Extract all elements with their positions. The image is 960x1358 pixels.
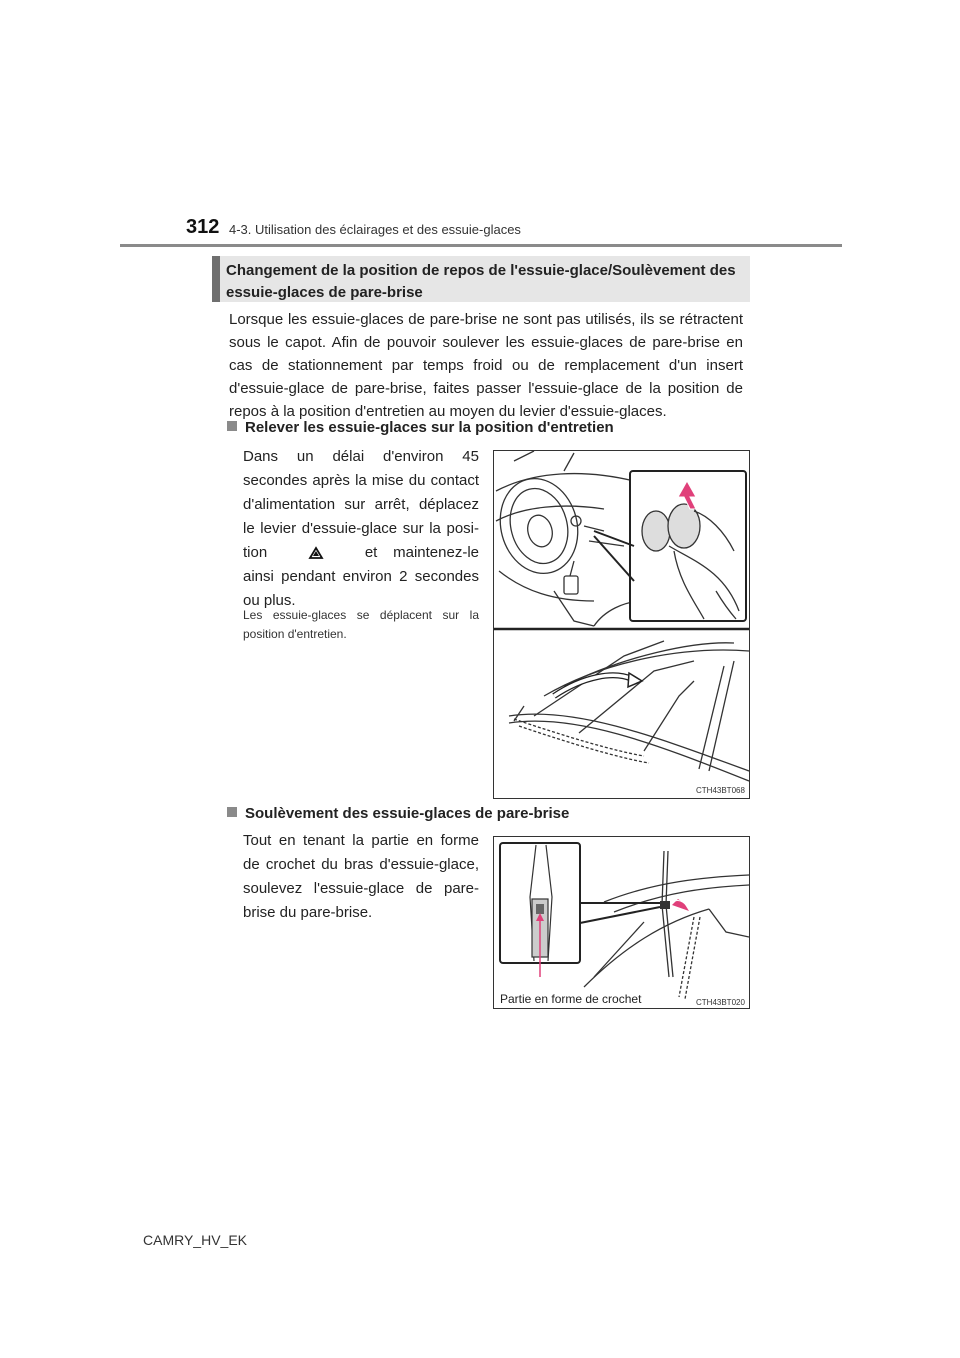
item2-instruction: Tout en tenant la partie en forme de crochet du bras d'essuie-glace, soulevez l'essuie-glace de pare-brise du pare-brise. <box>243 832 479 921</box>
mist-position-icon <box>283 543 349 563</box>
bullet-square-icon <box>227 807 237 817</box>
figure2-code: CTH43BT020 <box>696 998 745 1007</box>
item1-heading-text: Relever les essuie-glaces sur la position d'entretien <box>245 419 614 436</box>
intro-paragraph: Lorsque les essuie-glaces de pare-brise ne sont pas utilisés, ils se rétractent sous le capot. Afin de pouvoir soulever les essuie-glaces de pare-brise en cas de stationnement par temps froid ou de remplacement d'un insert d'essuie-glace de pare-brise, faites passer l'essuie-glace de la position de repos à la position d'entretien au moyen du levier d'essuie-glaces. <box>229 311 743 420</box>
bullet-square-icon <box>227 421 237 431</box>
item1-instruction <box>243 445 479 613</box>
section-title: 4-3. Utilisation des éclairages et des essuie-glaces <box>229 222 521 237</box>
header-rule <box>120 244 842 247</box>
item1-text-after: et maintenez-le ainsi pendant environ 2 secondes ou plus. <box>243 544 480 609</box>
page-number: 312 <box>186 216 220 238</box>
section-heading: Changement de la position de repos de l'essuie-glace/Soulèvement des essuie-glaces de pare-brise <box>226 262 736 301</box>
footer-doc-code: CAMRY_HV_EK <box>143 1232 248 1248</box>
item1-text-before: Dans un délai d'environ 45 secondes après la mise du contact d'alimentation sur arrêt, déplacez le levier d'essuie-glace sur la posi-tion <box>243 448 479 561</box>
figure1-code: CTH43BT068 <box>696 786 745 795</box>
item2-heading-text: Soulèvement des essuie-glaces de pare-brise <box>245 805 570 822</box>
figure-wiper-lever-illustration <box>493 450 750 799</box>
figure-wiper-hook-illustration <box>493 836 750 1009</box>
item1-note: Les essuie-glaces se déplacent sur la position d'entretien. <box>243 608 479 641</box>
hook-callout-label: Partie en forme de crochet <box>500 992 642 1006</box>
item1-heading <box>227 419 614 436</box>
item2-heading <box>227 805 569 822</box>
